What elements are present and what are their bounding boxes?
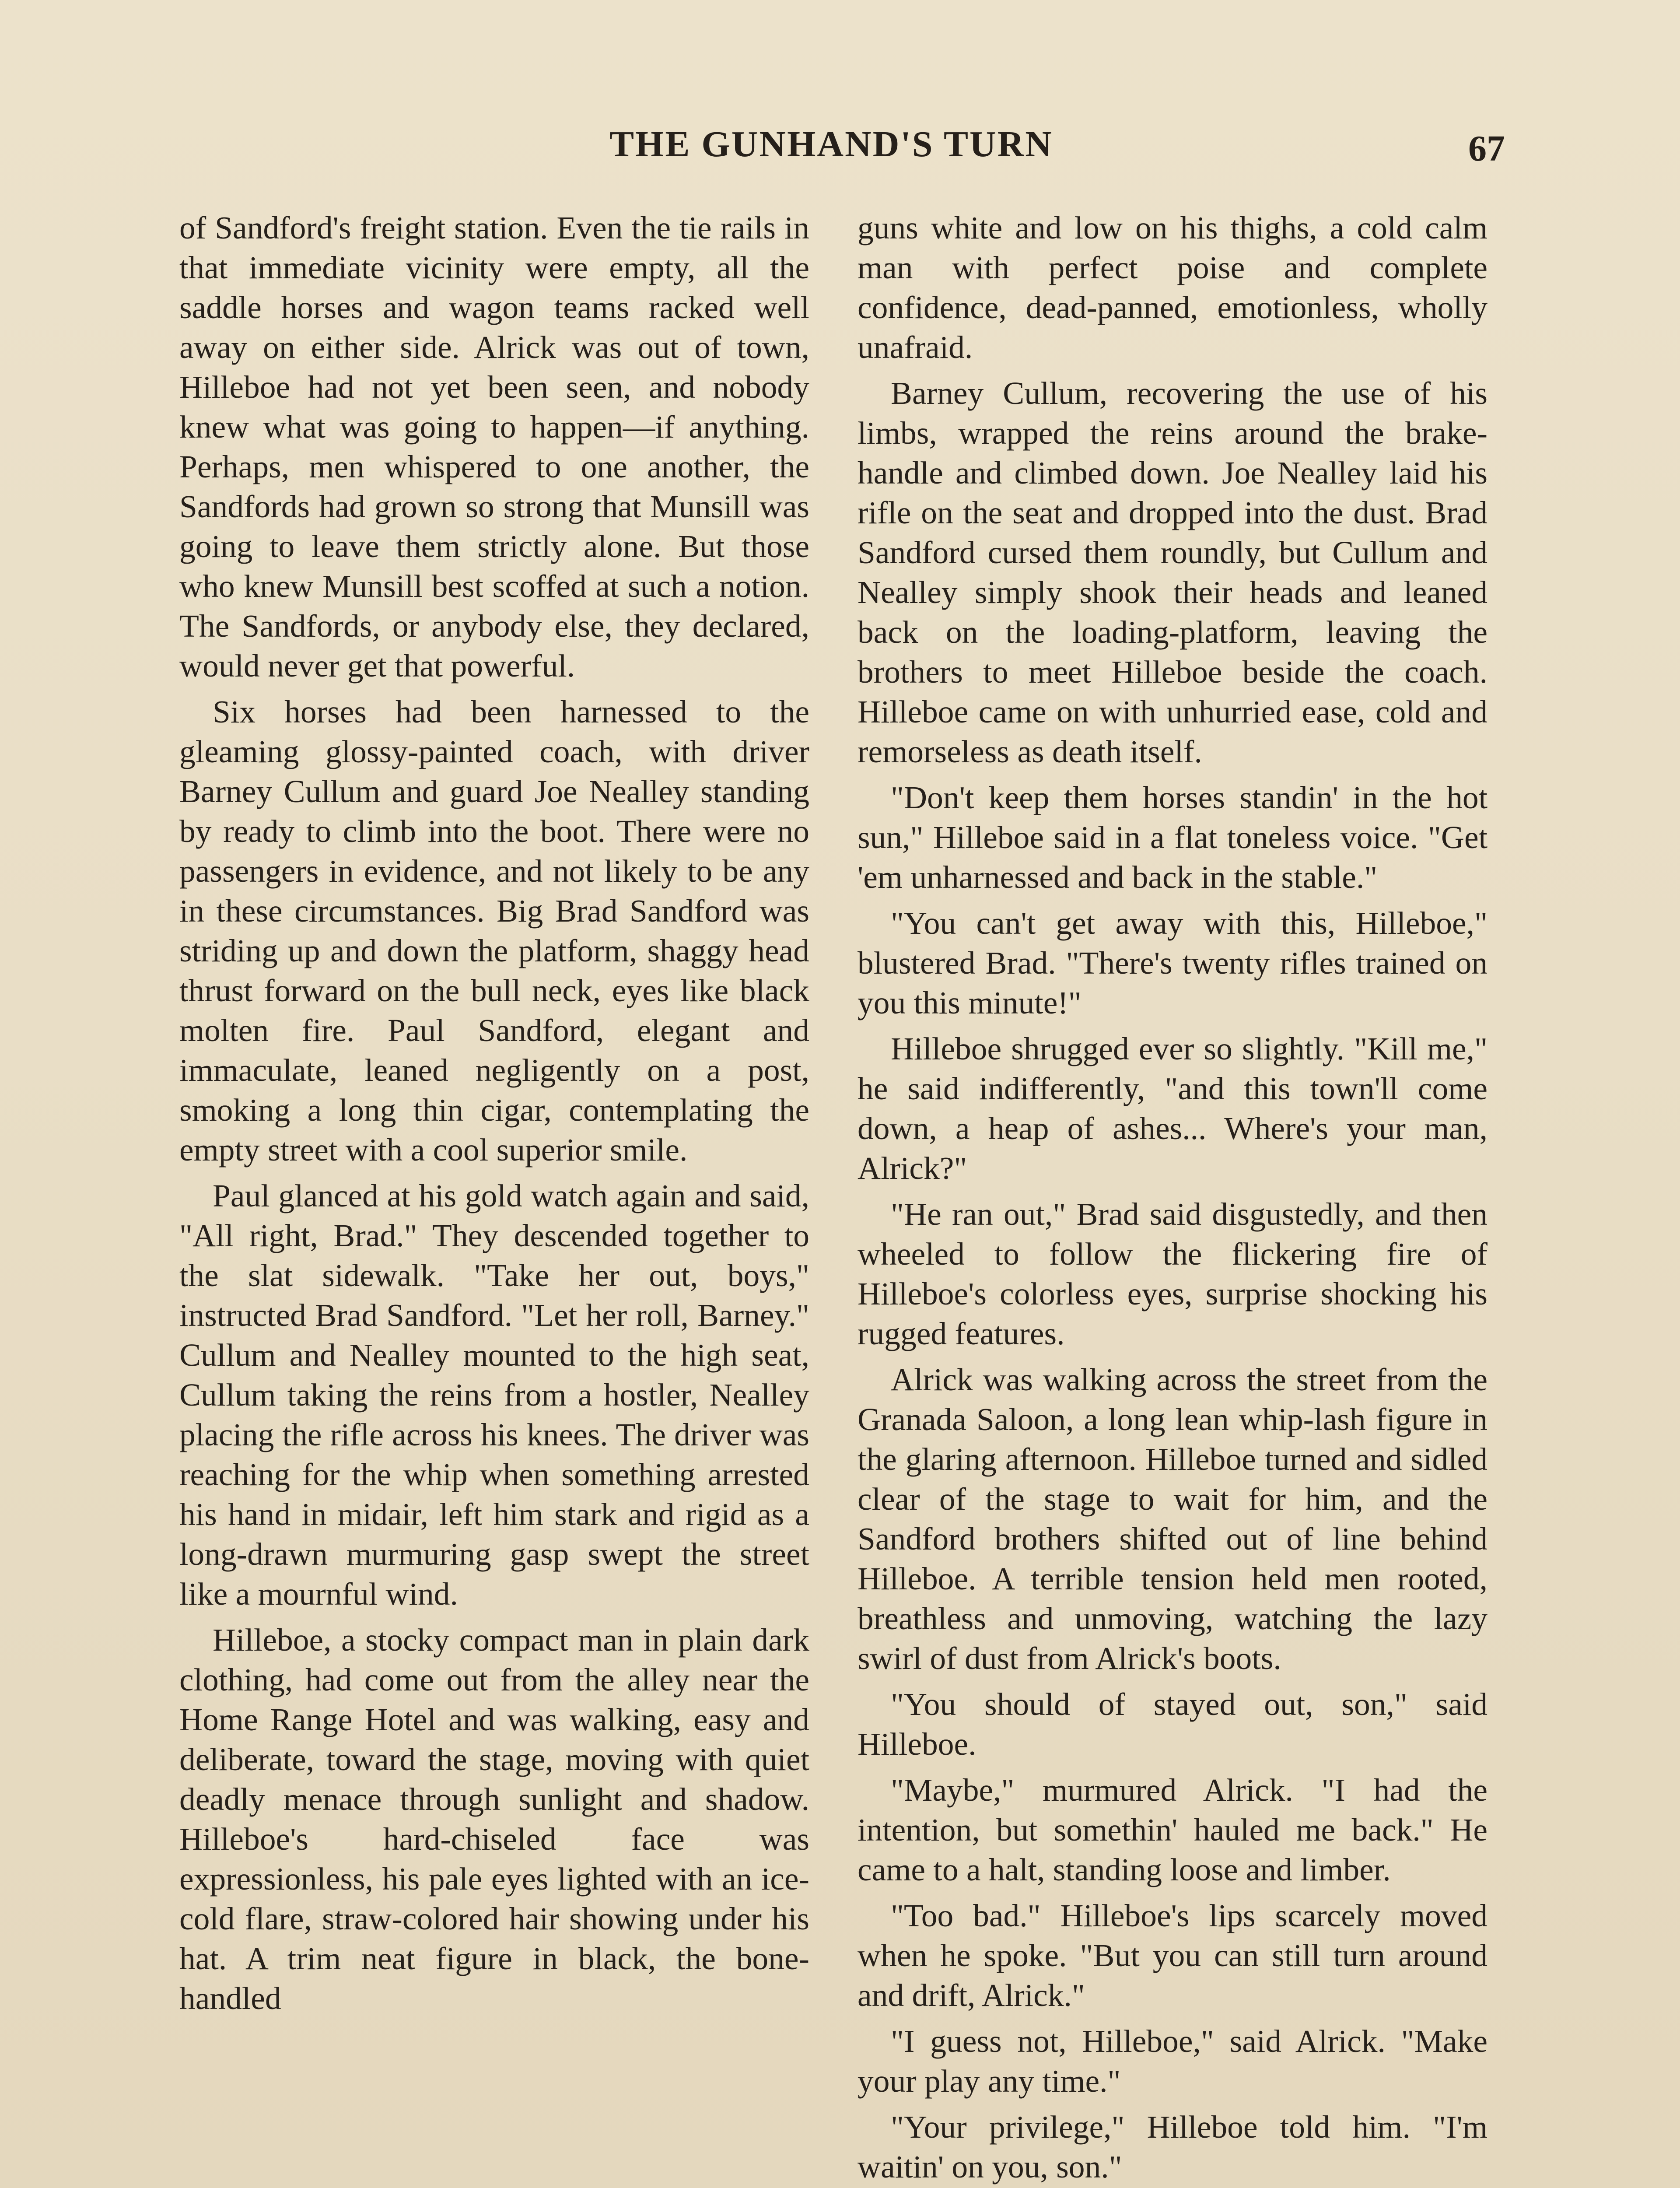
right-paragraph-4: "You can't get away with this, Hilleboe," blustered Brad. "There's twenty rifles trained on you this minute!" [858,905,1488,1020]
left-paragraph-2: Six horses had been harnessed to the gleaming glossy-painted coach, with driver Barney Cullum and guard Joe Nealley standing by ready to climb into the boot. There were no passengers in evidence, and not likely to be any in these circumstances. Big Brad Sandford was striding up and down the platform, shaggy head thrust forward on the bull neck, eyes like black molten fire. Paul Sandford, elegant and immaculate, leaned negligently on a post, smoking a long thin cigar, contemplating the empty street with a cool superior smile. [179,694,809,1168]
right-paragraph-11: "I guess not, Hilleboe," said Alrick. "Make your play any time." [858,2023,1488,2099]
left-column [179,208,809,2024]
right-paragraph-9: "Maybe," murmured Alrick. "I had the intention, but somethin' hauled me back." He came to a halt, standing loose and limber. [858,1772,1488,1887]
right-column [858,208,1488,2188]
right-paragraph-1: guns white and low on his thighs, a cold calm man with perfect poise and complete confidence, dead-panned, emotionless, wholly unafraid. [858,210,1488,365]
left-paragraph-4: Hilleboe, a stocky compact man in plain dark clothing, had come out from the alley near the Home Range Hotel and was walking, easy and deliberate, toward the stage, moving with quiet deadly menace through sunlight and shadow. Hilleboe's hard-chiseled face was expressionless, his pale eyes lighted with an ice-cold flare, straw-colored hair showing under his hat. A trim neat figure in black, the bone-handled [179,1622,809,2016]
right-paragraph-6: "He ran out," Brad said disgustedly, and then wheeled to follow the flickering fire of Hilleboe's colorless eyes, surprise shocking his rugged features. [858,1196,1488,1351]
right-paragraph-2: Barney Cullum, recovering the use of his limbs, wrapped the reins around the brake-handle and climbed down. Joe Nealley laid his rifle on the seat and dropped into the dust. Brad Sandford cursed them roundly, but Cullum and Nealley simply shook their heads and leaned back on the loading-platform, leaving the brothers to meet Hilleboe beside the coach. Hilleboe came on with unhurried ease, cold and remorseless as death itself. [858,375,1488,769]
right-paragraph-12: "Your privilege," Hilleboe told him. "I'm waitin' on you, son." [858,2109,1488,2184]
running-title: THE GUNHAND'S TURN [609,124,1053,165]
left-paragraph-3: Paul glanced at his gold watch again and said, "All right, Brad." They descended together to the slat sidewalk. "Take her out, boys," instructed Brad Sandford. "Let her roll, Barney." Cullum and Nealley mounted to the high seat, Cullum taking the reins from a hostler, Nealley placing the rifle across his knees. The driver was reaching for the whip when something arrested his hand in midair, left him stark and rigid as a long-drawn murmuring gasp swept the street like a mournful wind. [179,1178,809,1612]
right-paragraph-3: "Don't keep them horses standin' in the hot sun," Hilleboe said in a flat toneless voice. "Get 'em unharnessed and back in the stable." [858,780,1488,895]
page-header [0,118,1680,171]
right-paragraph-7: Alrick was walking across the street from the Granada Saloon, a long lean whip-lash figure in the glaring afternoon. Hilleboe turned and sidled clear of the stage to wait for him, and the Sandford brothers shifted out of line behind Hilleboe. A terrible tension held men rooted, breathless and unmoving, watching the lazy swirl of dust from Alrick's boots. [858,1362,1488,1676]
right-paragraph-5: Hilleboe shrugged ever so slightly. "Kill me," he said indifferently, "and this town'll come down, a heap of ashes... Where's your man, Alrick?" [858,1031,1488,1186]
left-paragraph-1: of Sandford's freight station. Even the tie rails in that immediate vicinity were empty, all the saddle horses and wagon teams racked well away on either side. Alrick was out of town, Hilleboe had not yet been seen, and nobody knew what was going to happen—if anything. Perhaps, men whispered to one another, the Sandfords had grown so strong that Munsill was going to leave them strictly alone. But those who knew Munsill best scoffed at such a notion. The Sandfords, or anybody else, they declared, would never get that powerful. [179,210,809,684]
page-number: 67 [1468,128,1505,169]
right-paragraph-8: "You should of stayed out, son," said Hilleboe. [858,1687,1488,1762]
right-paragraph-10: "Too bad." Hilleboe's lips scarcely moved when he spoke. "But you can still turn around and drift, Alrick." [858,1898,1488,2013]
